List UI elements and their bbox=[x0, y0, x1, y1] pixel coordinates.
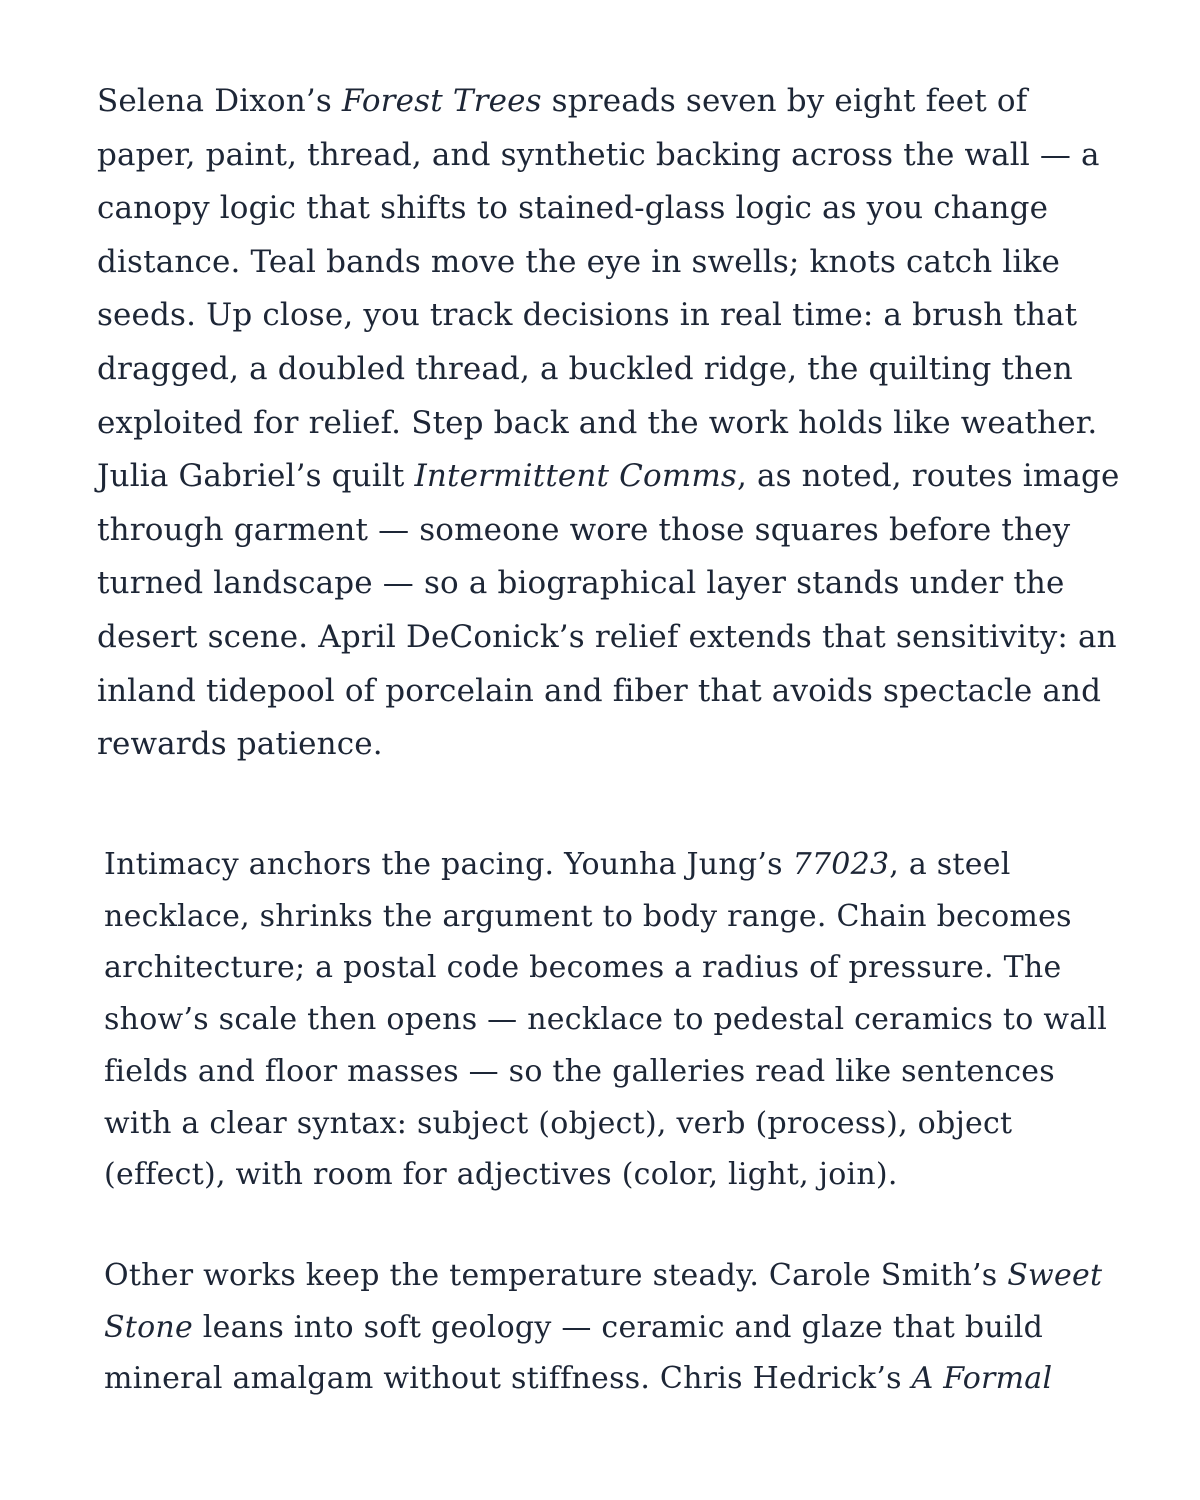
artwork-title: Forest Trees bbox=[341, 83, 542, 119]
text-line bbox=[97, 665, 1120, 719]
text-run: seeds. Up close, you track decisions in real time: a brush that bbox=[97, 297, 1078, 334]
text-line bbox=[104, 891, 1107, 943]
text-run: with a clear syntax: subject (object), verb (process), object bbox=[104, 1105, 1013, 1141]
text-run: Selena Dixon’s bbox=[97, 83, 342, 119]
text-run: (effect), with room for adjectives (color, light, join). bbox=[104, 1157, 898, 1193]
text-line bbox=[97, 182, 1120, 236]
artwork-title: Stone bbox=[104, 1309, 193, 1345]
text-line bbox=[104, 1046, 1107, 1098]
paragraph-forest-trees bbox=[97, 75, 1120, 772]
artwork-title: A Formal bbox=[911, 1361, 1053, 1397]
text-run: show’s scale then opens — necklace to pedestal ceramics to wall bbox=[104, 1002, 1108, 1038]
text-run: mineral amalgam without stiffness. Chris Hedrick’s bbox=[104, 1361, 912, 1397]
text-run: rewards patience. bbox=[97, 726, 383, 763]
text-line bbox=[97, 129, 1120, 183]
text-run: leans into soft geology — ceramic and glaze that build bbox=[193, 1309, 1044, 1345]
text-line bbox=[97, 343, 1120, 397]
text-run: distance. Teal bands move the eye in swells; knots catch like bbox=[97, 243, 1060, 280]
text-line bbox=[97, 611, 1120, 665]
text-line bbox=[97, 236, 1120, 290]
text-line bbox=[97, 718, 1120, 772]
text-run: desert scene. April DeConick’s relief extends that sensitivity: an bbox=[97, 618, 1117, 655]
text-run: exploited for relief. Step back and the work holds like weather. bbox=[97, 404, 1098, 441]
text-run: through garment — someone wore those squares before they bbox=[97, 511, 1071, 548]
text-run: architecture; a postal code becomes a radius of pressure. The bbox=[104, 950, 1062, 986]
text-line bbox=[104, 942, 1107, 994]
text-line bbox=[104, 1149, 1107, 1201]
text-run: Other works keep the temperature steady. Carole Smith’s bbox=[104, 1258, 1008, 1293]
text-run: spreads seven by eight feet of bbox=[541, 83, 1028, 119]
text-line bbox=[104, 1250, 1102, 1302]
text-line bbox=[97, 397, 1120, 451]
text-run: , as noted, routes image bbox=[736, 458, 1120, 495]
text-run: fields and floor masses — so the galleries read like sentences bbox=[104, 1053, 1055, 1089]
text-run: inland tidepool of porcelain and fiber that avoids spectacle and bbox=[97, 672, 1102, 709]
text-line bbox=[104, 839, 1107, 891]
text-run: turned landscape — so a biographical layer stands under the bbox=[97, 565, 1065, 602]
text-line bbox=[104, 1098, 1107, 1150]
paragraph-other-works bbox=[104, 1250, 1102, 1405]
artwork-title: Intermittent Comms bbox=[414, 458, 737, 495]
text-run: Julia Gabriel’s quilt bbox=[97, 458, 415, 495]
text-line bbox=[97, 75, 1120, 129]
artwork-title: Sweet bbox=[1007, 1258, 1103, 1293]
text-line bbox=[97, 289, 1120, 343]
text-line bbox=[104, 1353, 1102, 1405]
text-run: paper, paint, thread, and synthetic backing across the wall — a bbox=[97, 136, 1100, 173]
text-line bbox=[97, 450, 1120, 504]
text-line bbox=[97, 557, 1120, 611]
text-run: dragged, a doubled thread, a buckled ridge, the quilting then bbox=[97, 350, 1073, 387]
text-run: , a steel bbox=[889, 847, 1011, 882]
text-run: necklace, shrinks the argument to body range. Chain becomes bbox=[104, 898, 1072, 934]
text-line bbox=[97, 504, 1120, 558]
text-line bbox=[104, 1302, 1102, 1354]
text-line bbox=[104, 994, 1107, 1046]
text-run: canopy logic that shifts to stained-glass logic as you change bbox=[97, 190, 1049, 227]
artwork-title: 77023 bbox=[792, 847, 890, 882]
text-run: Intimacy anchors the pacing. Younha Jung’s bbox=[104, 847, 793, 882]
paragraph-intimacy bbox=[104, 839, 1107, 1201]
